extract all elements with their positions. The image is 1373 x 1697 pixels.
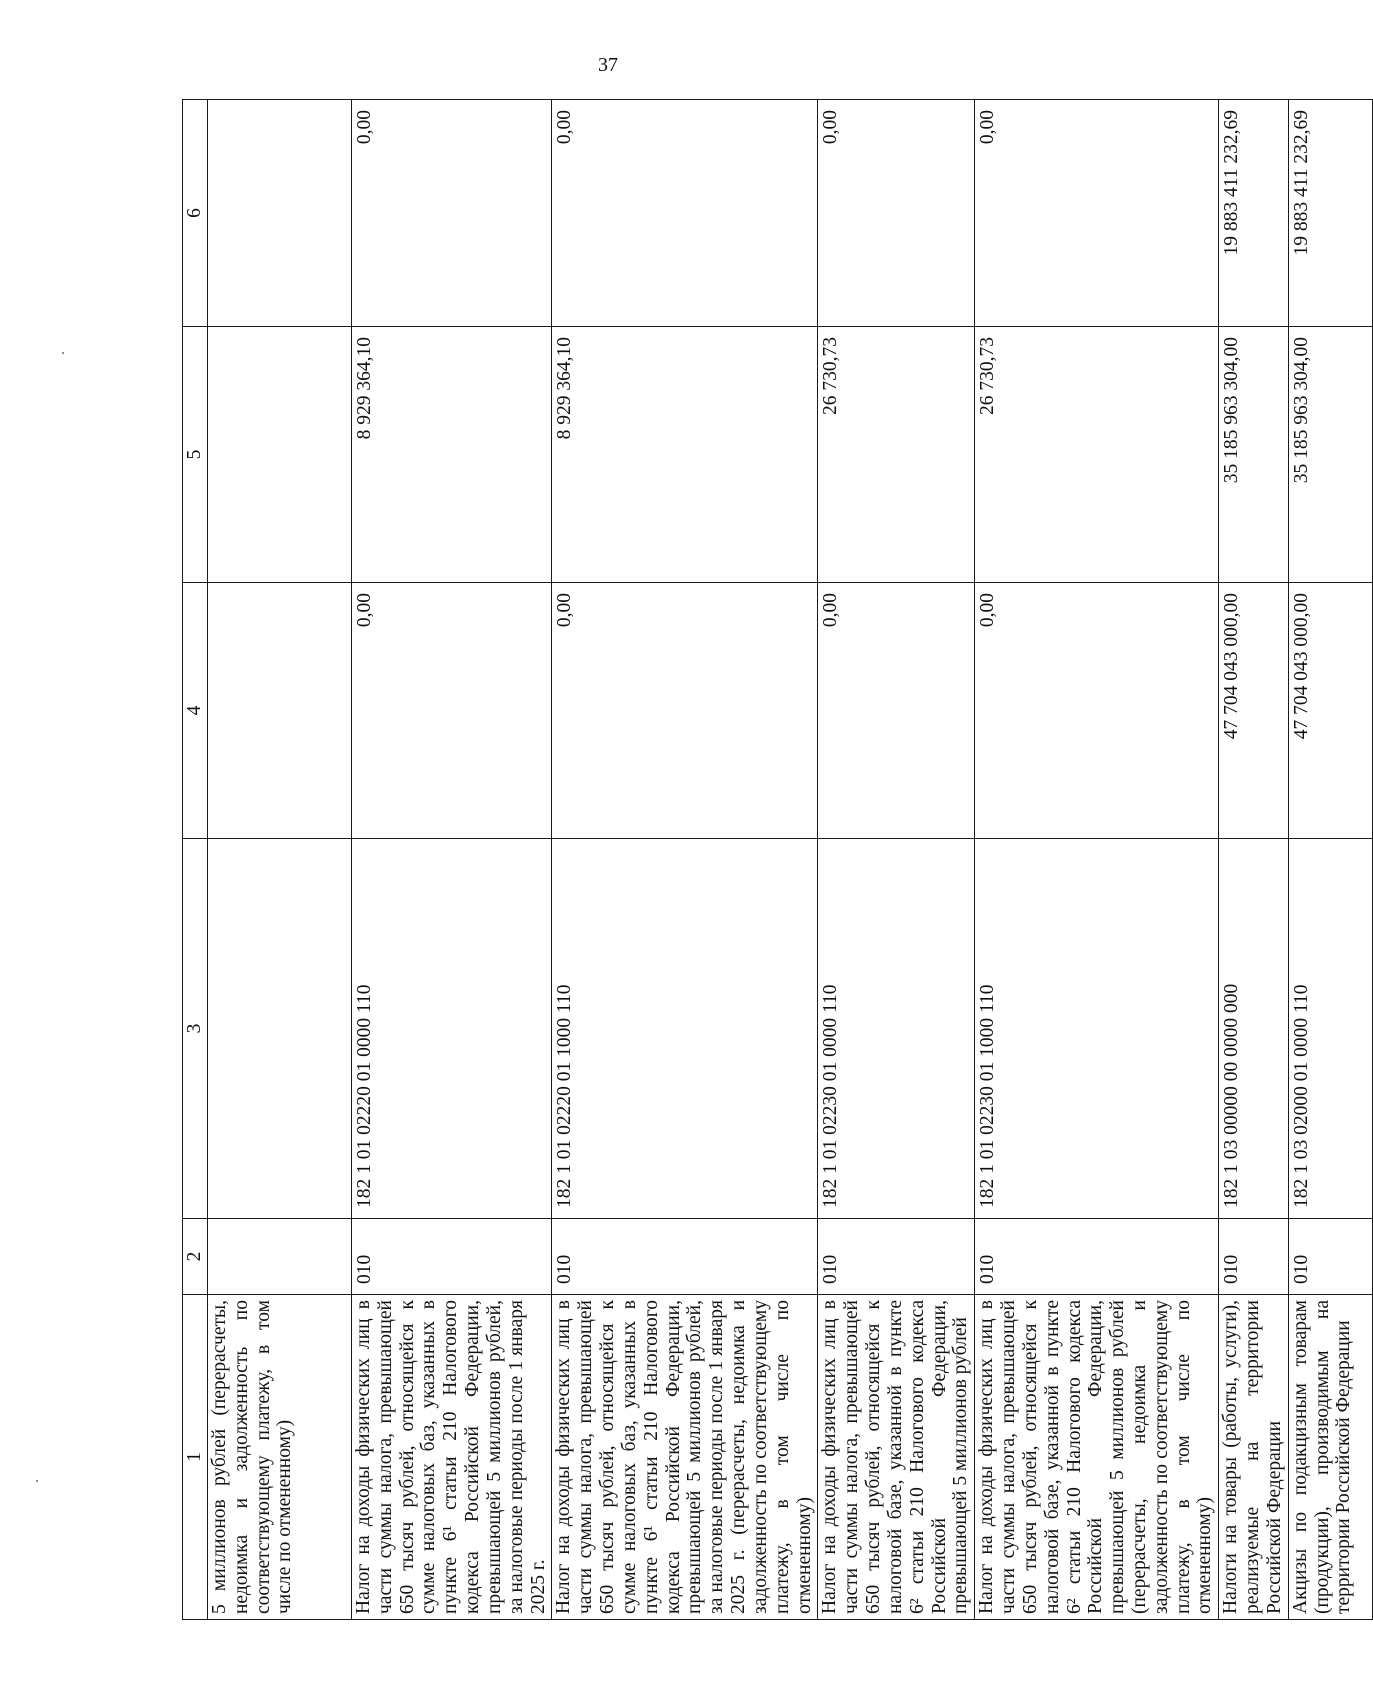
- rotated-landscape-table: [182, 100, 1355, 1620]
- line-code-cell: 010: [818, 1219, 975, 1295]
- revenue-table: [182, 99, 1373, 1620]
- indicator-name-cell: Налог на доходы физических лиц в части суммы налога, превышающей 650 тысяч рублей, относящейся к налоговой базе, указанной в пункте 6² статьи 210 Налогового кодекса Российской Федерации, превышающей 5 миллионов рублей: [818, 1295, 975, 1620]
- amount-cell: 0,00: [975, 100, 1219, 327]
- line-code-cell: 010: [352, 1219, 552, 1295]
- amount-cell: 35 185 963 304,00: [1288, 327, 1372, 583]
- amount-cell: 47 704 043 000,00: [1288, 583, 1372, 839]
- amount-cell: 0,00: [975, 583, 1219, 839]
- table-row: [208, 100, 352, 1620]
- column-header: 1: [183, 1295, 208, 1620]
- amount-cell: 0,00: [552, 100, 818, 327]
- indicator-name-cell: 5 миллионов рублей (перерасчеты, недоимка и задолженность по соответствующему платежу, в том числе по отмененному): [208, 1295, 352, 1620]
- indicator-name-cell: Налог на доходы физических лиц в части суммы налога, превышающей 650 тысяч рублей, относящейся к сумме налоговых баз, указанных в пункте 6¹ статьи 210 Налогового кодекса Российской Федерации, превышающей 5 миллионов рублей, за налоговые периоды после 1 января 2025 г. (перерасчеты, недоимка и задолженность по соответствующему платежу, в том числе по отмененному): [552, 1295, 818, 1620]
- amount-cell: 8 929 364,10: [352, 327, 552, 583]
- line-code-cell: 010: [552, 1219, 818, 1295]
- table-row: [818, 100, 975, 1620]
- scan-speck: [62, 352, 64, 354]
- amount-cell: 26 730,73: [975, 327, 1219, 583]
- amount-cell: [208, 327, 352, 583]
- amount-cell: [208, 583, 352, 839]
- indicator-name-cell: Налог на доходы физических лиц в части суммы налога, превышающей 650 тысяч рублей, относящейся к сумме налоговых баз, указанных в пункте 6¹ статьи 210 Налогового кодекса Российской Федерации, превышающей 5 миллионов рублей, за налоговые периоды после 1 января 2025 г.: [352, 1295, 552, 1620]
- amount-cell: 19 883 411 232,69: [1219, 100, 1288, 327]
- column-header: 5: [183, 327, 208, 583]
- table-row: [1219, 100, 1288, 1620]
- indicator-name-cell: Налоги на товары (работы, услуги), реализуемые на территории Российской Федерации: [1219, 1295, 1288, 1620]
- amount-cell: 19 883 411 232,69: [1288, 100, 1372, 327]
- indicator-name-cell: Акцизы по подакцизным товарам (продукции), производимым на территории Российской Федерации: [1288, 1295, 1372, 1620]
- indicator-name-cell: Налог на доходы физических лиц в части суммы налога, превышающей 650 тысяч рублей, относящейся к налоговой базе, указанной в пункте 6² статьи 210 Налогового кодекса Российской Федерации, превышающей 5 миллионов рублей (перерасчеты, недоимка и задолженность по соответствующему платежу, в том числе по отмененному): [975, 1295, 1219, 1620]
- amount-cell: [208, 100, 352, 327]
- page-number: 37: [598, 54, 618, 76]
- budget-classification-code-cell: 182 1 01 02230 01 1000 110: [975, 839, 1219, 1219]
- column-header: 4: [183, 583, 208, 839]
- amount-cell: 0,00: [818, 100, 975, 327]
- budget-classification-code-cell: 182 1 03 00000 00 0000 000: [1219, 839, 1288, 1219]
- budget-classification-code-cell: 182 1 01 02230 01 0000 110: [818, 839, 975, 1219]
- amount-cell: 0,00: [552, 583, 818, 839]
- amount-cell: 0,00: [352, 583, 552, 839]
- amount-cell: 0,00: [818, 583, 975, 839]
- amount-cell: 0,00: [352, 100, 552, 327]
- budget-classification-code-cell: 182 1 01 02220 01 0000 110: [352, 839, 552, 1219]
- amount-cell: 8 929 364,10: [552, 327, 818, 583]
- amount-cell: 35 185 963 304,00: [1219, 327, 1288, 583]
- line-code-cell: 010: [1288, 1219, 1372, 1295]
- budget-classification-code-cell: 182 1 01 02220 01 1000 110: [552, 839, 818, 1219]
- table-header-row: [183, 100, 208, 1620]
- column-header: 2: [183, 1219, 208, 1295]
- scan-speck: [36, 1480, 38, 1482]
- line-code-cell: [208, 1219, 352, 1295]
- table-row: [352, 100, 552, 1620]
- budget-classification-code-cell: 182 1 03 02000 01 0000 110: [1288, 839, 1372, 1219]
- table-row: [1288, 100, 1372, 1620]
- table-row: [552, 100, 818, 1620]
- amount-cell: 26 730,73: [818, 327, 975, 583]
- column-header: 3: [183, 839, 208, 1219]
- line-code-cell: 010: [975, 1219, 1219, 1295]
- amount-cell: 47 704 043 000,00: [1219, 583, 1288, 839]
- column-header: 6: [183, 100, 208, 327]
- table-row: [975, 100, 1219, 1620]
- budget-classification-code-cell: [208, 839, 352, 1219]
- line-code-cell: 010: [1219, 1219, 1288, 1295]
